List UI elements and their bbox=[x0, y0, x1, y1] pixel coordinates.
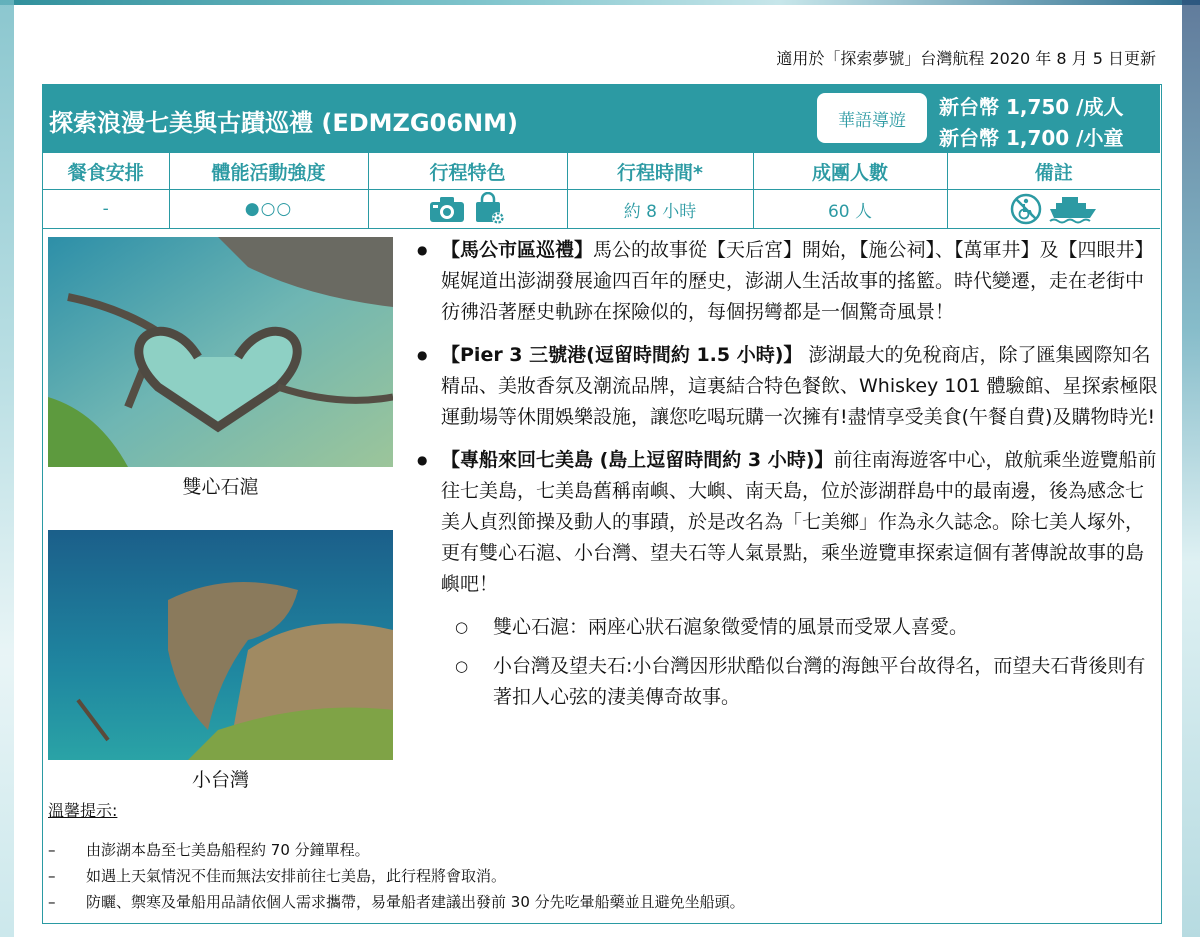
info-table bbox=[43, 153, 1160, 229]
header-remarks: 備註 bbox=[1034, 161, 1073, 184]
intensity-dots: ●○○ bbox=[244, 199, 293, 219]
remark-icons bbox=[947, 190, 1160, 229]
header-intensity: 體能活動強度 bbox=[169, 153, 368, 190]
itinerary-content bbox=[415, 235, 1160, 721]
guide-language-badge: 華語導遊 bbox=[817, 93, 927, 143]
tip-item: – 如遇上天氣情況不佳而無法安排前往七美島，此行程將會取消。 bbox=[48, 863, 745, 889]
update-note: 適用於「探索夢號」台灣航程 2020 年 8 月 5 日更新 bbox=[776, 49, 1156, 68]
price-child: 新台幣 1,700 /小童 bbox=[939, 126, 1124, 150]
tip-item: – 防曬、禦寒及暈船用品請依個人需求攜帶，易暈船者建議出發前 30 分先吃暈船藥並且避免坐船頭。 bbox=[48, 889, 745, 915]
itinerary-item: ● 【馬公市區巡禮】馬公的故事從【天后宮】開始，【施公祠】、【萬軍井】及【四眼井】娓娓道出澎湖發展逾四百年的歷史，澎湖人生活故事的搖籃。時代變遷，走在老街中彷彿沿著歷史軌跡在探險似的，每個拐彎都是一個驚奇風景！ bbox=[415, 235, 1160, 328]
itinerary-subitem: ○ 雙心石滬：兩座心狀石滬象徵愛情的風景而受眾人喜愛。 bbox=[415, 612, 1160, 643]
photo-caption-2: 小台灣 bbox=[191, 769, 249, 791]
meal-value: - bbox=[43, 190, 169, 229]
itinerary-item: ● 【Pier 3 三號港(逗留時間約 1.5 小時)】 澎湖最大的免稅商店，除了匯集國際知名精品、美妝香氛及潮流品牌，這裏結合特色餐飲、Whiskey 101 體驗館、星探索極限運動場等休閒娛樂設施，讓您吃喝玩購一次擁有!盡情享受美食(午餐自費)及購物時光! bbox=[415, 340, 1160, 433]
tour-title: 探索浪漫七美與古蹟巡禮 (EDMZG06NM) bbox=[49, 109, 518, 137]
shopping-bag-icon bbox=[473, 192, 507, 226]
title-bar bbox=[43, 85, 1160, 153]
decorative-right-band bbox=[1182, 0, 1200, 937]
photo-caption-1: 雙心石滬 bbox=[182, 476, 259, 498]
header-group-size: 成團人數 bbox=[753, 153, 947, 190]
intensity-value bbox=[169, 190, 368, 229]
feature-icons bbox=[368, 190, 567, 229]
itinerary-item: ● 【專船來回七美島 (島上逗留時間約 3 小時)】前往南海遊客中心，啟航乘坐遊覽船前往七美島，七美島舊稱南嶼、大嶼、南天島，位於澎湖群島中的最南邊，後為感念七美人貞烈節操及動人的事蹟，於是改名為「七美鄉」作為永久誌念。除七美人塚外，更有雙心石滬、小台灣、望夫石等人氣景點，乘坐遊覽車探索這個有著傳說故事的島嶼吧！ bbox=[415, 445, 1160, 600]
tour-card bbox=[42, 84, 1162, 924]
header-features: 行程特色 bbox=[368, 153, 567, 190]
duration-value: 約 8 小時 bbox=[567, 190, 753, 229]
tips-list bbox=[48, 837, 745, 915]
decorative-left-band bbox=[0, 0, 14, 937]
tip-item: – 由澎湖本島至七美島船程約 70 分鐘單程。 bbox=[48, 837, 745, 863]
header-duration: 行程時間* bbox=[567, 153, 753, 190]
tips-title: 溫馨提示: bbox=[48, 801, 118, 820]
group-size-value: 60 人 bbox=[753, 190, 947, 229]
no-wheelchair-icon bbox=[1009, 192, 1043, 226]
camera-icon bbox=[428, 194, 468, 224]
price-adult: 新台幣 1,750 /成人 bbox=[939, 95, 1124, 119]
itinerary-subitem: ○ 小台灣及望夫石:小台灣因形狀酷似台灣的海蝕平台故得名，而望夫石背後則有著扣人心弦的淒美傳奇故事。 bbox=[415, 651, 1160, 713]
header-meal: 餐食安排 bbox=[43, 153, 169, 190]
little-taiwan-photo bbox=[48, 530, 393, 760]
twin-hearts-photo bbox=[48, 237, 393, 467]
decorative-top-band bbox=[0, 0, 1200, 5]
boat-icon bbox=[1048, 194, 1098, 224]
